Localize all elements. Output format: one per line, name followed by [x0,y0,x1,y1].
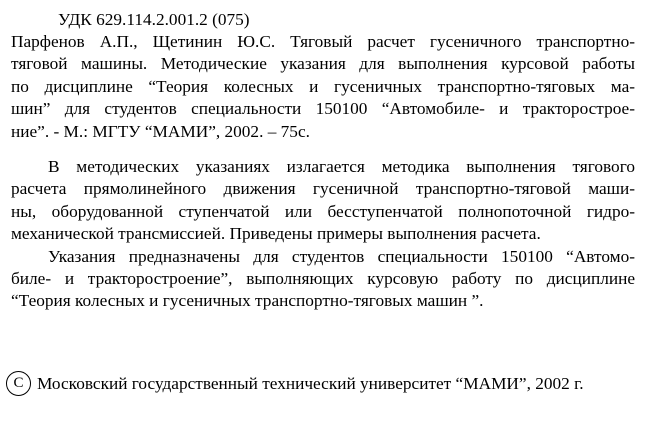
abstract-line: “Теория колесных и гусеничных транспортно-тяговых машин ”. [11,291,484,311]
abstract-line: Указания предназначены для студентов специальности 150100 “Автомо- [48,246,635,266]
copyright-notice [6,371,584,396]
biblio-line: тяговой машины. Методические указания для выполнения курсовой работы [11,54,635,74]
copyright-text: Московский государственный технический университет “МАМИ”, 2002 г. [37,373,584,393]
abstract-line: биле- и тракторостроение”, выполняющих курсовую работу по дисциплине [11,269,635,289]
biblio-line: шин” для студентов специальности 150100 “Автомобиле- и тракторострое- [11,99,635,119]
bibliographic-description [11,31,635,143]
biblio-line: ние”. - М.: МГТУ “МАМИ”, 2002. – 75с. [11,121,310,141]
abstract-line: В методических указаниях излагается методика выполнения тягового [48,157,635,176]
abstract-line: расчета прямолинейного движения гусеничной транспортно-тяговой маши- [11,179,635,199]
copyright-icon: С [6,371,31,396]
abstract-line: механической трансмиссией. Приведены примеры выполнения расчета. [11,224,541,244]
abstract [11,156,635,313]
udc-code: УДК 629.114.2.001.2 (075) [58,10,250,29]
biblio-line: Парфенов А.П., Щетинин Ю.С. Тяговый расчет гусеничного транспортно- [11,32,635,51]
abstract-line: ны, оборудованной ступенчатой или бесступенчатой полнопоточной гидро- [11,201,635,221]
biblio-line: по дисциплине “Теория колесных и гусеничных транспортно-тяговых ма- [11,76,635,96]
